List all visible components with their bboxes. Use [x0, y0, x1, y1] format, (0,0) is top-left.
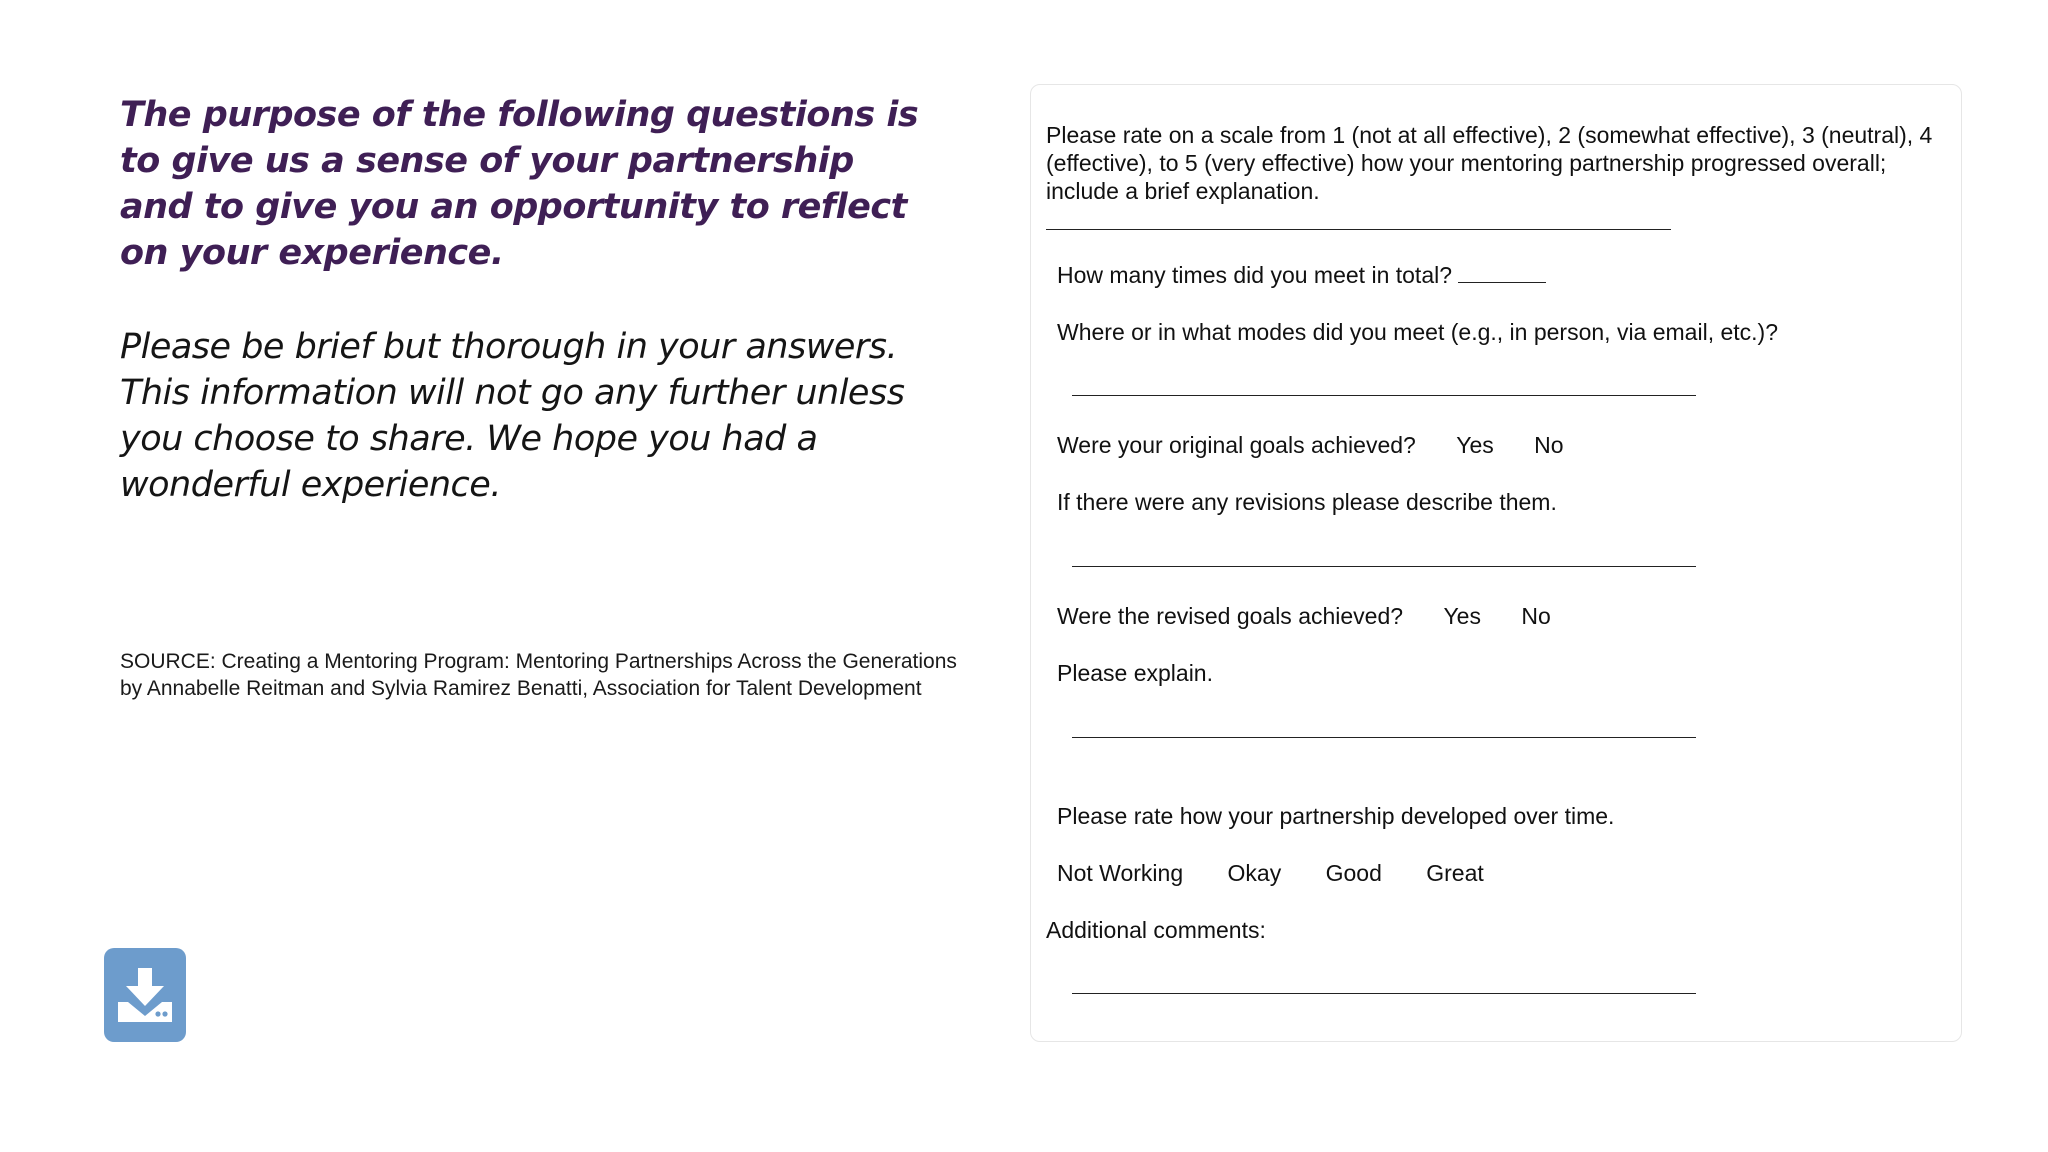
scale-option-not-working[interactable]: Not Working: [1057, 860, 1184, 886]
source-citation: [120, 648, 1020, 702]
overall-rating-question: Please rate on a scale from 1 (not at all effective), 2 (somewhat effective), 3 (neutral), 4 (effective), to 5 (very effective) how your mentoring partnership progressed overall; include a brief explanation.: [1046, 122, 1933, 204]
download-button[interactable]: [104, 948, 186, 1042]
download-icon: [114, 966, 176, 1024]
meet-count-row: [1031, 261, 1546, 289]
original-goals-row: [1031, 431, 1564, 459]
scale-option-great[interactable]: Great: [1426, 860, 1484, 886]
development-scale: [1031, 859, 1484, 887]
revised-goals-row: [1031, 602, 1551, 630]
development-question: Please rate how your partnership developed over time.: [1057, 803, 1615, 829]
explain-question: Please explain.: [1057, 660, 1213, 686]
revisions-question: If there were any revisions please describe them.: [1057, 489, 1557, 515]
meet-modes-answer-line[interactable]: [1072, 395, 1696, 396]
meet-modes-question: Where or in what modes did you meet (e.g., in person, via email, etc.)?: [1057, 319, 1778, 345]
explain-answer-line[interactable]: [1072, 737, 1696, 738]
meet-count-question: How many times did you meet in total?: [1057, 262, 1453, 288]
original-goals-question: Were your original goals achieved?: [1057, 432, 1416, 458]
feedback-form: [1030, 84, 1962, 1042]
intro-body: Please be brief but thorough in your answers. This information will not go any further unless you choose to share. We hope you had a wonderful experience.: [120, 327, 905, 505]
revisions-answer-line[interactable]: [1072, 566, 1696, 567]
comments-answer-line[interactable]: [1072, 993, 1696, 994]
revised-goals-no-option[interactable]: No: [1521, 603, 1551, 629]
source-line-1: SOURCE: Creating a Mentoring Program: Mentoring Partnerships Across the Generations: [120, 650, 957, 673]
original-goals-yes-option[interactable]: Yes: [1456, 432, 1494, 458]
scale-option-good[interactable]: Good: [1325, 860, 1382, 886]
original-goals-no-option[interactable]: No: [1534, 432, 1564, 458]
overall-rating-answer-line[interactable]: [1046, 229, 1671, 230]
source-line-2: by Annabelle Reitman and Sylvia Ramirez Benatti, Association for Talent Development: [120, 677, 922, 700]
comments-label: Additional comments:: [1046, 917, 1266, 943]
scale-option-okay[interactable]: Okay: [1227, 860, 1282, 886]
revised-goals-question: Were the revised goals achieved?: [1057, 603, 1404, 629]
meet-count-answer-blank[interactable]: [1458, 264, 1546, 283]
revised-goals-yes-option[interactable]: Yes: [1443, 603, 1481, 629]
intro-heading: The purpose of the following questions is to give us a sense of your partnership and to give you an opportunity to reflect on your experience.: [120, 95, 919, 273]
